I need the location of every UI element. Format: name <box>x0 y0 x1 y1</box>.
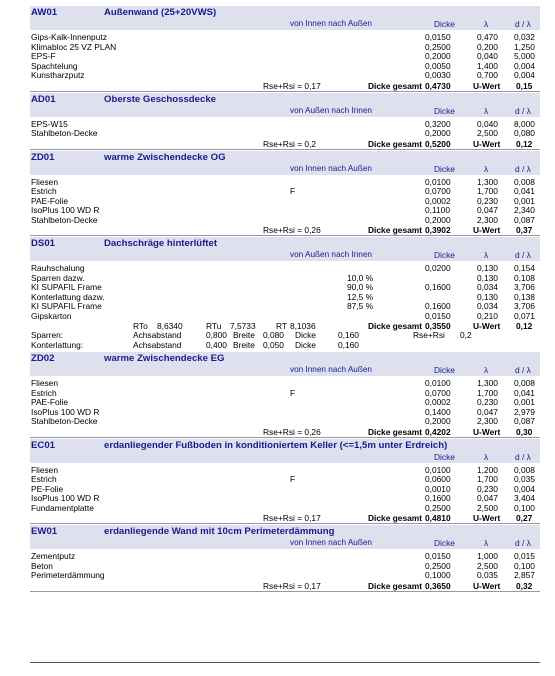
layer-row <box>30 485 540 495</box>
layer-resistance: 0,001 <box>514 397 535 407</box>
layer-resistance: 0,004 <box>514 483 535 494</box>
rtu-value: 7,5733 <box>230 321 256 331</box>
depth-label: Dicke <box>295 339 316 350</box>
layer-name: EPS-F <box>31 51 56 61</box>
layer-lambda: 1,700 <box>477 387 498 398</box>
rse-rsi: Rse+Rsi = 0,17 <box>263 80 321 91</box>
total-thickness: 0,3902 <box>425 225 451 235</box>
column-header-d-lambda: d / λ <box>515 365 531 375</box>
section-code: DS01 <box>31 238 55 249</box>
installation-label: Sparren: <box>31 330 64 340</box>
layer-lambda: 0,210 <box>477 310 498 321</box>
layer-thickness: 0,1000 <box>425 570 451 580</box>
layer-flag: F <box>290 474 296 484</box>
layer-row <box>30 293 540 303</box>
layer-thickness: 0,3200 <box>425 118 451 129</box>
layer-name: Fundamentplatte <box>31 502 94 513</box>
depth-label: Dicke <box>295 330 316 340</box>
layer-thickness: 0,2000 <box>425 416 451 426</box>
column-header-dicke: Dicke <box>434 250 455 260</box>
layer-name: Konterlattung dazw. <box>31 291 105 302</box>
layer-resistance: 0,087 <box>514 416 535 426</box>
column-header-dicke: Dicke <box>434 163 455 174</box>
column-header-d-lambda: d / λ <box>515 105 531 116</box>
layer-list <box>30 463 540 514</box>
layer-resistance: 0,015 <box>514 551 535 561</box>
layer-resistance: 3,706 <box>514 301 535 311</box>
layer-list <box>30 549 540 581</box>
layer-lambda: 1,200 <box>477 464 498 475</box>
total-thickness-label: Dicke gesamt <box>368 80 422 91</box>
summary-row <box>30 427 540 437</box>
section-divider <box>30 225 540 236</box>
total-thickness-label: Dicke gesamt <box>368 225 422 235</box>
layer-list <box>30 30 540 81</box>
section-code: AD01 <box>31 93 56 105</box>
total-thickness-label: Dicke gesamt <box>368 580 422 591</box>
section-divider <box>30 427 540 438</box>
layer-resistance: 0,108 <box>514 272 535 283</box>
section-header <box>30 151 540 175</box>
layer-lambda: 0,200 <box>477 41 498 52</box>
layer-thickness: 0,0050 <box>425 60 451 71</box>
u-value-label: U-Wert <box>473 138 501 149</box>
column-header-d-lambda: d / λ <box>515 451 531 462</box>
layer-resistance: 0,080 <box>514 128 535 138</box>
section-title: warme Zwischendecke OG <box>104 151 226 163</box>
spacing-label: Achsabstand <box>133 339 182 350</box>
layer-row <box>30 475 540 485</box>
section-header <box>30 93 540 117</box>
layer-list <box>30 117 540 139</box>
layer-lambda: 0,130 <box>477 272 498 283</box>
layer-lambda: 0,230 <box>477 483 498 494</box>
rse-rsi: Rse+Rsi = 0,17 <box>263 580 321 591</box>
section-zd01 <box>30 151 540 236</box>
summary-row <box>30 513 540 523</box>
column-header-d-lambda: d / λ <box>515 163 531 174</box>
direction-label: von Innen nach Außen <box>290 163 372 173</box>
layer-name: PE-Folie <box>31 483 64 494</box>
layer-thickness: 0,0700 <box>425 387 451 398</box>
rt-label: RT <box>276 321 288 331</box>
layer-thickness: 0,2500 <box>425 502 451 513</box>
layer-row <box>30 312 540 322</box>
layer-row <box>30 552 540 562</box>
layer-percentage: 87,5 % <box>347 301 374 311</box>
layer-name: Kunstharzputz <box>31 70 85 80</box>
section-title: Oberste Geschossdecke <box>104 93 216 105</box>
section-ec01 <box>30 439 540 524</box>
column-header-d-lambda: d / λ <box>515 19 531 29</box>
layer-row <box>30 178 540 188</box>
u-value-label: U-Wert <box>473 80 501 91</box>
layer-thickness: 0,2000 <box>425 128 451 138</box>
layer-resistance: 0,041 <box>514 186 535 196</box>
column-header-dicke: Dicke <box>434 365 455 375</box>
total-thickness: 0,4730 <box>425 80 451 91</box>
layer-thickness: 0,0600 <box>425 474 451 484</box>
summary-row <box>30 139 540 149</box>
layer-row <box>30 494 540 504</box>
layer-row <box>30 379 540 389</box>
installation-row <box>30 341 540 351</box>
layer-name: Stahlbeton-Decke <box>31 214 98 225</box>
spacing-label: Achsabstand <box>133 330 182 340</box>
layer-row <box>30 206 540 216</box>
layer-percentage: 10,0 % <box>347 272 374 283</box>
direction-label: von Außen nach Innen <box>290 105 372 115</box>
layer-lambda: 1,400 <box>477 60 498 71</box>
layer-lambda: 0,470 <box>477 32 498 42</box>
layer-lambda: 0,047 <box>477 406 498 417</box>
rt-value: 8,1036 <box>290 321 316 331</box>
section-divider <box>30 139 540 150</box>
layer-thickness: 0,1400 <box>425 406 451 417</box>
layer-resistance: 0,071 <box>514 310 535 321</box>
direction-label: von Innen nach Außen <box>290 365 372 374</box>
layer-thickness: 0,2000 <box>425 214 451 225</box>
layer-name: Estrich <box>31 186 57 196</box>
column-header-lambda: λ <box>484 365 489 375</box>
section-code: ZD02 <box>31 353 55 364</box>
section-divider <box>30 581 540 592</box>
total-thickness: 0,5200 <box>425 138 451 149</box>
layer-name: Stahlbeton-Decke <box>31 416 98 426</box>
width-value: 0,050 <box>263 339 284 350</box>
layer-row <box>30 43 540 53</box>
column-header-dicke: Dicke <box>434 105 455 116</box>
total-thickness: 0,3650 <box>425 580 451 591</box>
layer-resistance: 0,008 <box>514 378 535 388</box>
layer-row <box>30 264 540 274</box>
layer-row <box>30 120 540 130</box>
layer-thickness: 0,0002 <box>425 195 451 206</box>
total-thickness-label: Dicke gesamt <box>368 513 422 523</box>
rse-rsi: Rse+Rsi = 0,17 <box>263 513 321 523</box>
layer-lambda: 2,300 <box>477 214 498 225</box>
layer-resistance: 2,857 <box>514 570 535 580</box>
rse-value: 0,2 <box>460 330 472 340</box>
u-value: 0,15 <box>516 80 533 91</box>
layer-resistance: 2,979 <box>514 406 535 417</box>
layer-lambda: 0,130 <box>477 291 498 302</box>
u-value-label: U-Wert <box>473 513 501 523</box>
layer-row <box>30 52 540 62</box>
layer-resistance: 0,087 <box>514 214 535 225</box>
layer-thickness: 0,2000 <box>425 51 451 61</box>
direction-label: von Innen nach Außen <box>290 538 372 547</box>
total-thickness-label: Dicke gesamt <box>368 321 422 331</box>
layer-resistance: 0,004 <box>514 70 535 80</box>
layer-thickness: 0,1600 <box>425 301 451 311</box>
layer-resistance: 0,004 <box>514 60 535 71</box>
layer-thickness: 0,0030 <box>425 70 451 80</box>
layer-row <box>30 571 540 581</box>
layer-resistance: 0,008 <box>514 464 535 475</box>
layer-lambda: 1,700 <box>477 474 498 484</box>
layer-name: EPS-W15 <box>31 118 68 129</box>
layer-resistance: 8,000 <box>514 118 535 129</box>
layer-row <box>30 408 540 418</box>
column-header-dicke: Dicke <box>434 451 455 462</box>
layer-lambda: 0,047 <box>477 493 498 503</box>
layer-thickness: 0,2500 <box>425 560 451 571</box>
layer-thickness: 0,0100 <box>425 464 451 475</box>
layer-list <box>30 175 540 226</box>
layer-name: Spachtelung <box>31 60 78 71</box>
layer-thickness: 0,2500 <box>425 41 451 52</box>
layer-name: Rauhschalung <box>31 263 85 273</box>
layer-lambda: 1,300 <box>477 176 498 187</box>
layer-thickness: 0,0010 <box>425 483 451 494</box>
layer-thickness: 0,0200 <box>425 263 451 273</box>
layer-lambda: 0,034 <box>477 282 498 292</box>
layer-row <box>30 562 540 572</box>
layer-row <box>30 389 540 399</box>
layer-lambda: 0,230 <box>477 195 498 206</box>
total-thickness: 0,3550 <box>425 321 451 331</box>
section-divider <box>30 513 540 524</box>
layer-name: Fliesen <box>31 464 58 475</box>
layer-lambda: 1,300 <box>477 378 498 388</box>
section-title: erdanliegende Wand mit 10cm Perimeterdämmung <box>104 526 335 537</box>
layer-flag: F <box>290 186 296 196</box>
installation-row <box>30 331 540 341</box>
u-value: 0,12 <box>516 321 533 331</box>
total-thickness-label: Dicke gesamt <box>368 426 422 437</box>
layer-name: Stahlbeton-Decke <box>31 128 98 138</box>
rse-label: Rse+Rsi <box>413 330 445 340</box>
u-value: 0,27 <box>516 513 533 523</box>
layer-resistance: 3,706 <box>514 282 535 292</box>
width-value: 0,080 <box>263 330 284 340</box>
layer-name: Klimabloc 25 VZ PLAN <box>31 41 117 52</box>
layer-thickness: 0,1600 <box>425 282 451 292</box>
rse-rsi: Rse+Rsi = 0,2 <box>263 138 317 149</box>
layer-row <box>30 62 540 72</box>
spacing-value: 0,800 <box>206 330 227 340</box>
layer-thickness: 0,0100 <box>425 378 451 388</box>
section-title: Dachschräge hinterlüftet <box>104 238 218 249</box>
column-header-lambda: λ <box>484 538 489 548</box>
column-header-d-lambda: d / λ <box>515 538 531 548</box>
section-code: AW01 <box>31 7 58 18</box>
depth-value: 0,160 <box>338 339 359 350</box>
summary-row <box>30 581 540 591</box>
section-code: ZD01 <box>31 151 55 163</box>
rtu-label: RTu <box>206 321 222 331</box>
layer-list <box>30 261 540 321</box>
layer-name: PAE-Folie <box>31 397 69 407</box>
section-header <box>30 352 540 376</box>
u-value: 0,32 <box>516 580 533 591</box>
layer-lambda: 2,500 <box>477 502 498 513</box>
u-value: 0,12 <box>516 138 533 149</box>
layer-row <box>30 197 540 207</box>
layer-thickness: 0,0100 <box>425 176 451 187</box>
layer-name: KI SUPAFIL Frame <box>31 301 102 311</box>
installation-label: Konterlattung: <box>31 339 84 350</box>
column-header-lambda: λ <box>484 105 489 116</box>
u-value-label: U-Wert <box>473 225 501 235</box>
width-label: Breite <box>233 330 255 340</box>
depth-value: 0,160 <box>338 330 359 340</box>
column-header-lambda: λ <box>484 19 489 29</box>
column-header-dicke: Dicke <box>434 538 455 548</box>
section-ew01 <box>30 525 540 591</box>
layer-name: Perimeterdämmung <box>31 570 105 580</box>
layer-lambda: 0,130 <box>477 263 498 273</box>
total-thickness-label: Dicke gesamt <box>368 138 422 149</box>
layer-resistance: 0,138 <box>514 291 535 302</box>
layer-name: Estrich <box>31 387 57 398</box>
section-code: EW01 <box>31 526 58 537</box>
width-label: Breite <box>233 339 255 350</box>
layer-resistance: 0,100 <box>514 502 535 513</box>
layer-lambda: 0,035 <box>477 570 498 580</box>
layer-name: Gips-Kalk-Innenputz <box>31 32 107 42</box>
layer-lambda: 0,700 <box>477 70 498 80</box>
layer-row <box>30 466 540 476</box>
layer-thickness: 0,0150 <box>425 32 451 42</box>
section-aw01 <box>30 6 540 91</box>
layer-thickness: 0,0150 <box>425 551 451 561</box>
layer-name: IsoPlus 100 WD R <box>31 406 100 417</box>
u-value-label: U-Wert <box>473 580 501 591</box>
layer-lambda: 0,040 <box>477 118 498 129</box>
layer-name: Estrich <box>31 474 57 484</box>
layer-percentage: 90,0 % <box>347 282 374 292</box>
section-zd02 <box>30 352 540 437</box>
layer-row <box>30 398 540 408</box>
total-thickness: 0,4202 <box>425 426 451 437</box>
layer-thickness: 0,1100 <box>425 205 450 215</box>
rto-label: RTo <box>133 321 148 331</box>
direction-label: von Innen nach Außen <box>290 19 372 28</box>
layer-list <box>30 376 540 427</box>
layer-name: IsoPlus 100 WD R <box>31 205 100 215</box>
layer-flag: F <box>290 387 296 398</box>
layer-resistance: 5,000 <box>514 51 535 61</box>
u-value-label: U-Wert <box>473 426 501 437</box>
section-ad01 <box>30 93 540 149</box>
layer-resistance: 0,154 <box>514 263 535 273</box>
layer-lambda: 2,500 <box>477 128 498 138</box>
layer-row <box>30 187 540 197</box>
section-title: erdanliegender Fußboden in konditioniertem Keller (<=1,5m unter Erdreich) <box>104 439 448 451</box>
layer-percentage: 12,5 % <box>347 291 374 302</box>
section-divider <box>30 81 540 92</box>
section-header <box>30 6 540 30</box>
column-header-lambda: λ <box>484 451 489 462</box>
column-header-lambda: λ <box>484 250 489 260</box>
section-code: EC01 <box>31 439 55 451</box>
layer-row <box>30 71 540 81</box>
layer-thickness: 0,0002 <box>425 397 451 407</box>
rse-rsi: Rse+Rsi = 0,26 <box>263 225 321 235</box>
layer-resistance: 0,035 <box>514 474 535 484</box>
section-header <box>30 525 540 549</box>
layer-lambda: 1,000 <box>477 551 498 561</box>
rto-value: 8,6340 <box>157 321 183 331</box>
layer-resistance: 1,250 <box>514 41 535 52</box>
section-title: warme Zwischendecke EG <box>104 353 225 364</box>
rse-rsi: Rse+Rsi = 0,26 <box>263 426 321 437</box>
layer-lambda: 0,034 <box>477 301 498 311</box>
u-value: 0,30 <box>516 426 533 437</box>
column-header-lambda: λ <box>484 163 489 174</box>
direction-label: von Außen nach Innen <box>290 250 372 259</box>
layer-resistance: 0,008 <box>514 176 535 187</box>
layer-lambda: 2,500 <box>477 560 498 571</box>
spacing-value: 0,400 <box>206 339 227 350</box>
layer-name: Beton <box>31 560 53 571</box>
u-value-label: U-Wert <box>473 321 501 331</box>
layer-name: KI SUPAFIL Frame <box>31 282 102 292</box>
layer-lambda: 0,230 <box>477 397 498 407</box>
summary-row <box>30 81 540 91</box>
layer-row <box>30 216 540 226</box>
layer-row <box>30 283 540 293</box>
layer-row <box>30 504 540 514</box>
layer-resistance: 0,032 <box>514 32 535 42</box>
layer-lambda: 2,300 <box>477 416 498 426</box>
layer-resistance: 3,404 <box>514 493 535 503</box>
column-header-dicke: Dicke <box>434 19 455 29</box>
layer-row <box>30 274 540 284</box>
layer-name: Fliesen <box>31 378 58 388</box>
layer-thickness: 0,0150 <box>425 310 451 321</box>
layer-name: Sparren dazw. <box>31 272 85 283</box>
layer-resistance: 2,340 <box>514 205 535 215</box>
summary-row <box>30 225 540 235</box>
layer-name: Fliesen <box>31 176 58 187</box>
layer-resistance: 0,100 <box>514 560 535 571</box>
document <box>30 6 540 593</box>
column-header-d-lambda: d / λ <box>515 250 531 260</box>
u-value: 0,37 <box>516 225 533 235</box>
section-header <box>30 439 540 463</box>
section-header <box>30 237 540 261</box>
layer-row <box>30 302 540 312</box>
layer-lambda: 0,047 <box>477 205 498 215</box>
layer-thickness: 0,1600 <box>425 493 451 503</box>
layer-thickness: 0,0700 <box>425 186 451 196</box>
section-ds01 <box>30 237 540 350</box>
layer-name: Gipskarton <box>31 310 72 321</box>
layer-lambda: 1,700 <box>477 186 498 196</box>
layer-name: IsoPlus 100 WD R <box>31 493 100 503</box>
layer-lambda: 0,040 <box>477 51 498 61</box>
layer-name: Zementputz <box>31 551 76 561</box>
total-thickness: 0,4810 <box>425 513 451 523</box>
layer-row <box>30 417 540 427</box>
layer-name: PAE-Folie <box>31 195 69 206</box>
layer-resistance: 0,041 <box>514 387 535 398</box>
bottom-rule <box>30 662 540 663</box>
layer-resistance: 0,001 <box>514 195 535 206</box>
section-title: Außenwand (25+20VWS) <box>104 7 217 18</box>
layer-row <box>30 129 540 139</box>
